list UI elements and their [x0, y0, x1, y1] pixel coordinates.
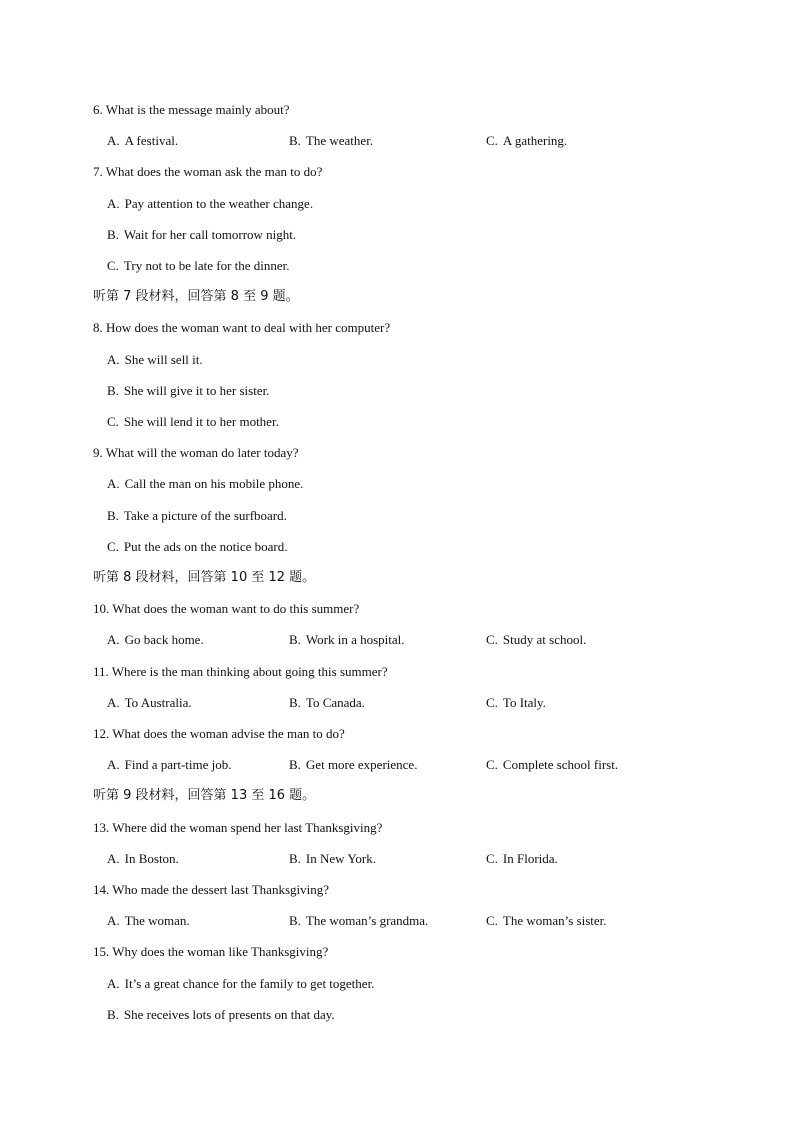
answer-option	[107, 911, 190, 931]
answer-option	[289, 630, 405, 650]
section-instruction: 听第 9 段材料，回答第 13 至 16 题。	[93, 788, 316, 803]
answer-option	[289, 131, 373, 151]
question-text: 9. What will the woman do later today?	[93, 445, 299, 460]
option-letter: A.	[107, 352, 120, 367]
option-text: The weather.	[305, 133, 374, 148]
answer-option	[486, 849, 558, 869]
option-letter: A.	[107, 913, 120, 928]
option-letter: A.	[107, 851, 120, 866]
option-text: In Boston.	[124, 851, 179, 866]
answer-option	[107, 256, 290, 276]
option-letter: B.	[107, 227, 119, 242]
answer-option	[486, 755, 618, 775]
option-letter: C.	[107, 258, 119, 273]
option-text: Go back home.	[124, 632, 204, 647]
answer-option	[107, 131, 178, 151]
option-text: She will sell it.	[124, 352, 203, 367]
answer-option	[107, 474, 303, 494]
answer-option	[486, 693, 546, 713]
answer-option	[107, 225, 296, 245]
option-text: The woman’s sister.	[502, 913, 607, 928]
option-text: She receives lots of presents on that day.	[123, 1007, 335, 1022]
option-letter: A.	[107, 133, 120, 148]
section-instruction: 听第 7 段材料，回答第 8 至 9 题。	[93, 289, 299, 304]
option-text: In Florida.	[502, 851, 558, 866]
question-text: 11. Where is the man thinking about going this summer?	[93, 664, 388, 679]
answer-option	[289, 911, 428, 931]
option-letter: A.	[107, 476, 120, 491]
answer-option	[289, 755, 417, 775]
answer-option	[107, 630, 204, 650]
answer-option	[107, 194, 313, 214]
option-letter: A.	[107, 695, 120, 710]
option-text: Pay attention to the weather change.	[124, 196, 314, 211]
answer-option	[289, 849, 376, 869]
option-text: Call the man on his mobile phone.	[124, 476, 304, 491]
question-text: 10. What does the woman want to do this summer?	[93, 601, 360, 616]
answer-option	[486, 630, 586, 650]
option-letter: B.	[289, 695, 301, 710]
question-text: 6. What is the message mainly about?	[93, 102, 290, 117]
option-letter: A.	[107, 976, 120, 991]
question-text: 12. What does the woman advise the man to do?	[93, 726, 345, 741]
option-text: To Italy.	[502, 695, 546, 710]
option-letter: B.	[107, 508, 119, 523]
answer-option	[107, 974, 374, 994]
answer-option	[107, 693, 192, 713]
option-letter: A.	[107, 196, 120, 211]
option-letter: C.	[486, 851, 498, 866]
question-text: 15. Why does the woman like Thanksgiving?	[93, 944, 329, 959]
option-letter: A.	[107, 757, 120, 772]
option-letter: B.	[107, 383, 119, 398]
option-text: Put the ads on the notice board.	[123, 539, 288, 554]
option-letter: B.	[289, 851, 301, 866]
option-text: Study at school.	[502, 632, 587, 647]
answer-option	[107, 506, 287, 526]
option-letter: C.	[486, 757, 498, 772]
option-text: Get more experience.	[305, 757, 418, 772]
option-text: To Australia.	[124, 695, 192, 710]
option-letter: B.	[289, 632, 301, 647]
option-text: The woman’s grandma.	[305, 913, 429, 928]
answer-option	[486, 131, 567, 151]
option-letter: C.	[107, 414, 119, 429]
answer-option	[107, 537, 287, 557]
option-letter: B.	[289, 913, 301, 928]
option-letter: C.	[486, 913, 498, 928]
option-letter: C.	[107, 539, 119, 554]
question-text: 7. What does the woman ask the man to do?	[93, 164, 323, 179]
option-text: It’s a great chance for the family to get together.	[124, 976, 375, 991]
question-text: 8. How does the woman want to deal with her computer?	[93, 320, 391, 335]
option-text: Take a picture of the surfboard.	[123, 508, 287, 523]
option-text: Work in a hospital.	[305, 632, 405, 647]
option-text: In New York.	[305, 851, 376, 866]
option-letter: B.	[289, 133, 301, 148]
option-text: To Canada.	[305, 695, 365, 710]
option-text: She will give it to her sister.	[123, 383, 270, 398]
option-text: A festival.	[124, 133, 179, 148]
option-text: Wait for her call tomorrow night.	[123, 227, 297, 242]
option-letter: C.	[486, 632, 498, 647]
option-letter: C.	[486, 133, 498, 148]
section-instruction: 听第 8 段材料，回答第 10 至 12 题。	[93, 570, 316, 585]
answer-option	[107, 350, 203, 370]
option-letter: B.	[289, 757, 301, 772]
answer-option	[289, 693, 365, 713]
answer-option	[486, 911, 607, 931]
answer-option	[107, 755, 232, 775]
option-text: She will lend it to her mother.	[123, 414, 279, 429]
option-text: Try not to be late for the dinner.	[123, 258, 290, 273]
option-text: The woman.	[124, 913, 190, 928]
option-text: A gathering.	[502, 133, 568, 148]
option-text: Complete school first.	[502, 757, 619, 772]
question-text: 14. Who made the dessert last Thanksgiving?	[93, 882, 329, 897]
question-text: 13. Where did the woman spend her last Thanksgiving?	[93, 820, 383, 835]
option-letter: B.	[107, 1007, 119, 1022]
option-letter: C.	[486, 695, 498, 710]
answer-option	[107, 412, 279, 432]
option-letter: A.	[107, 632, 120, 647]
answer-option	[107, 849, 179, 869]
option-text: Find a part-time job.	[124, 757, 232, 772]
answer-option	[107, 381, 269, 401]
answer-option	[107, 1005, 335, 1025]
